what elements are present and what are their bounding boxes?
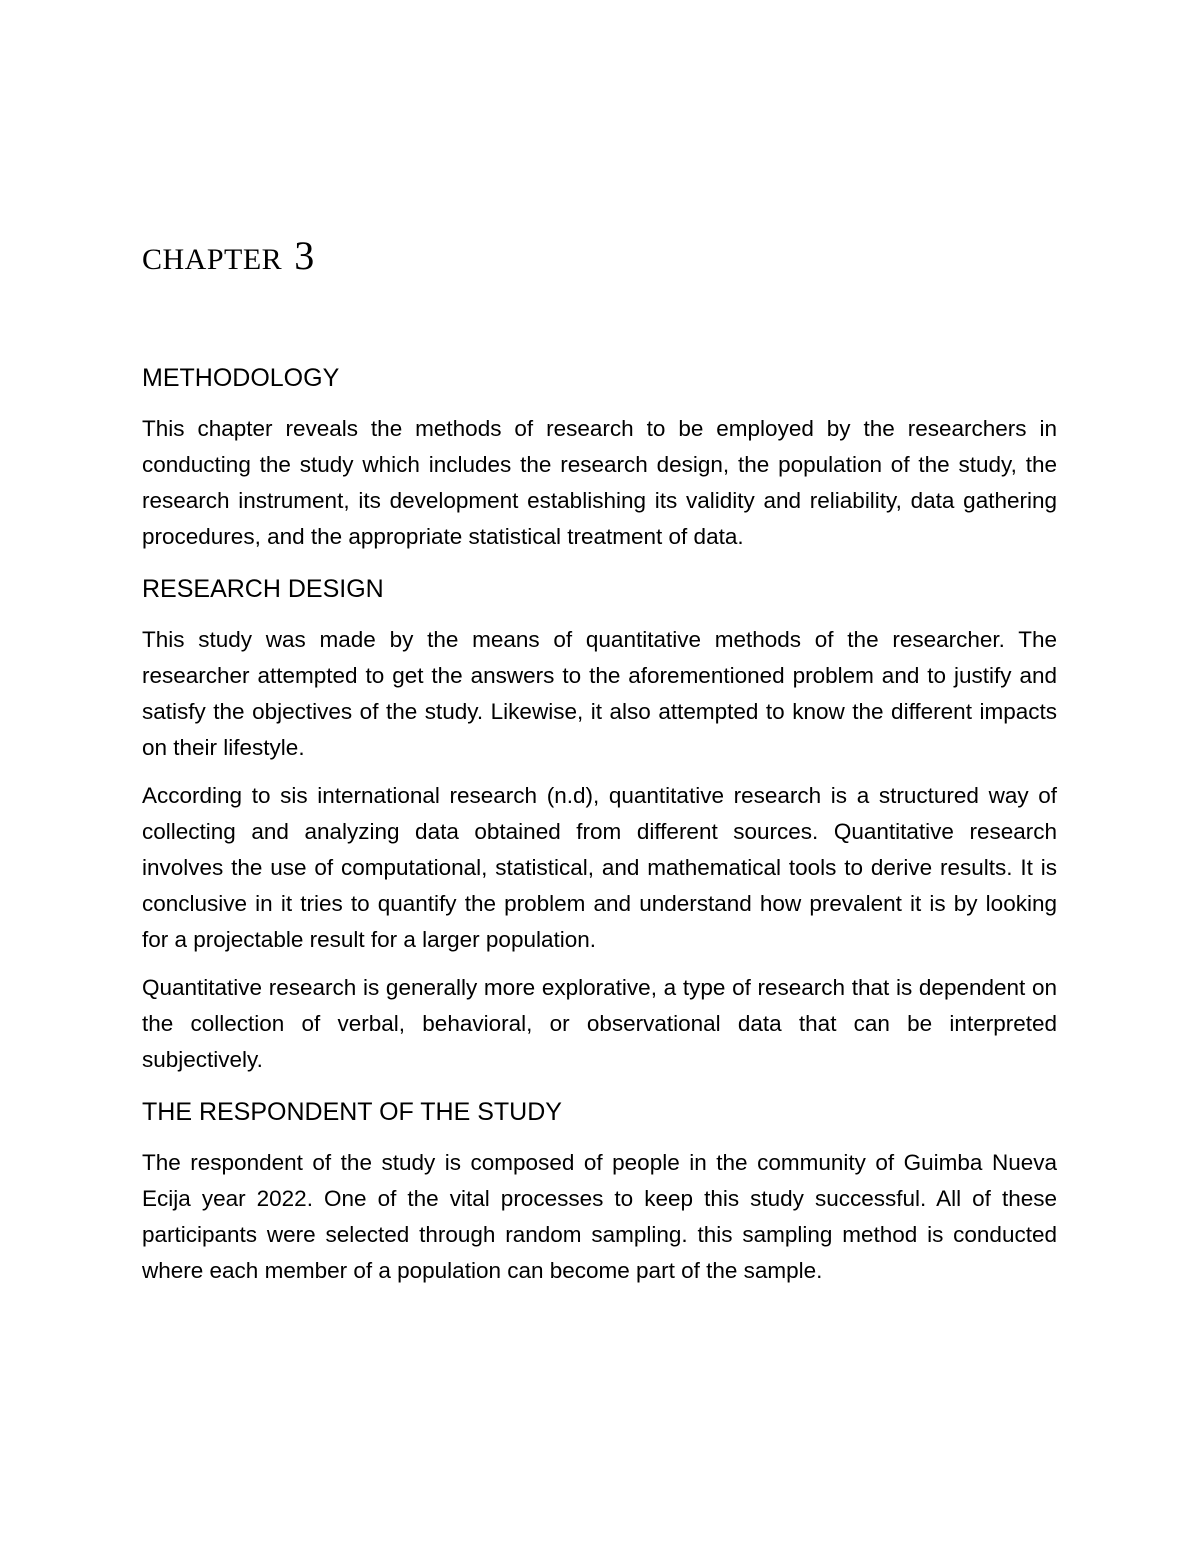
document-body bbox=[142, 360, 1057, 1301]
research-design-paragraph-3: Quantitative research is generally more explorative, a type of research that is dependent on the collection of verbal, behavioral, or observational data that can be interpreted subjectively. bbox=[142, 975, 1057, 1072]
methodology-paragraph: This chapter reveals the methods of research to be employed by the researchers in conducting the study which includes the research design, the population of the study, the research instrument, its development establishing its validity and reliability, data gathering procedures, and the appropriate statistical treatment of data. bbox=[142, 416, 1057, 549]
section-heading-methodology: METHODOLOGY bbox=[142, 364, 340, 392]
chapter-number: 3 bbox=[294, 233, 315, 278]
chapter-label: CHAPTER bbox=[142, 243, 283, 276]
research-design-paragraph-1: This study was made by the means of quantitative methods of the researcher. The researcher attempted to get the answers to the aforementioned problem and to justify and satisfy the objectives of the study. Likewise, it also attempted to know the different impacts on their lifestyle. bbox=[142, 627, 1057, 760]
research-design-paragraph-2: According to sis international research (n.d), quantitative research is a structured way of collecting and analyzing data obtained from different sources. Quantitative research involves the use of computational, statistical, and mathematical tools to derive results. It is conclusive in it tries to quantify the problem and understand how prevalent it is by looking for a projectable result for a larger population. bbox=[142, 783, 1057, 952]
section-heading-research-design: RESEARCH DESIGN bbox=[142, 575, 384, 603]
respondent-paragraph: The respondent of the study is composed of people in the community of Guimba Nueva Ecija year 2022. One of the vital processes to keep this study successful. All of these participants were selected through random sampling. this sampling method is conducted where each member of a population can become part of the sample. bbox=[142, 1150, 1057, 1283]
chapter-title bbox=[142, 232, 315, 279]
section-heading-respondent: THE RESPONDENT OF THE STUDY bbox=[142, 1098, 562, 1126]
